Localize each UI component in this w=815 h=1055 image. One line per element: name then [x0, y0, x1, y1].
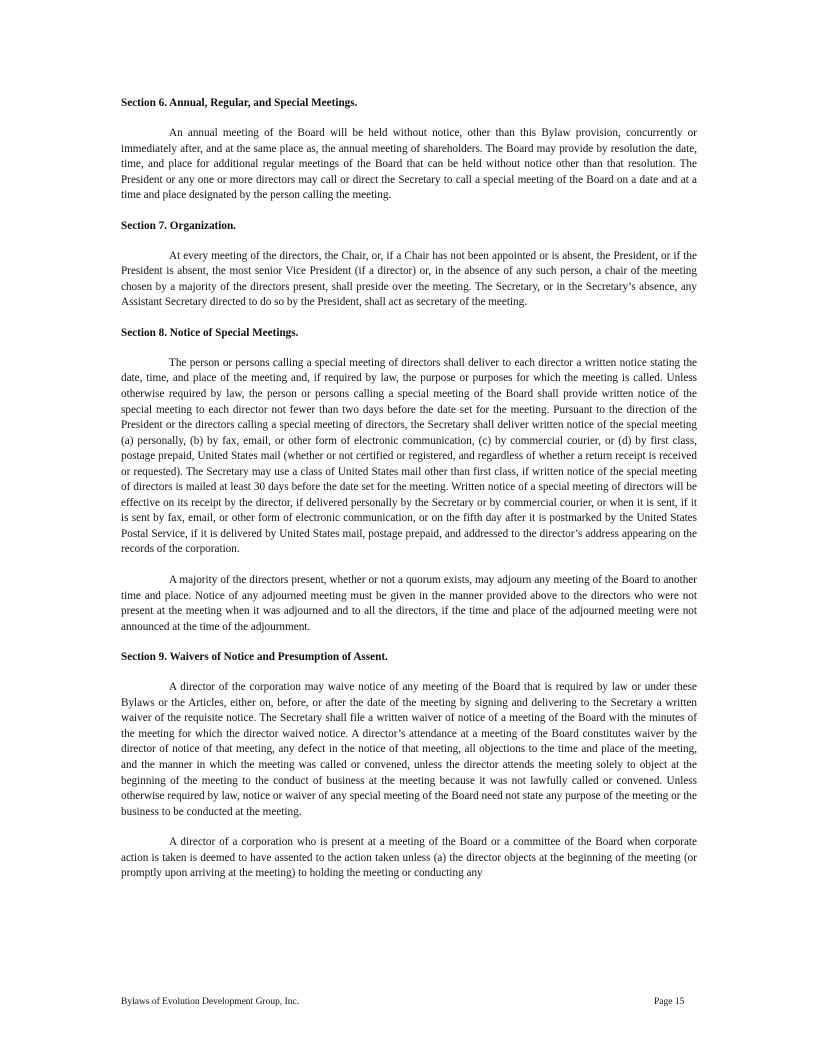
footer-page-number: Page 15	[654, 997, 685, 1007]
paragraph: A director of the corporation may waive notice of any meeting of the Board that is required by law or under these Bylaws or the Articles, either on, before, or after the date of the meeting by signing and delivering to the Secretary a written waiver of the requisite notice. The Secretary shall file a written waiver of notice of a meeting of the Board with the minutes of the meeting for which the director waived notice. A director’s attendance at a meeting of the Board constitutes waiver by the director of notice of that meeting, any defect in the notice of that meeting, all objections to the time and place of the meeting, and the manner in which the meeting was called or convened, unless the director attends the meeting solely to object at the beginning of the meeting to the conduct of business at the meeting because it was not lawfully called or convened. Unless otherwise required by law, notice or waiver of any special meeting of the Board need not state any purpose of the meeting or the business to be conducted at the meeting.	[121, 681, 697, 818]
section-6	[121, 96, 697, 204]
paragraph: A majority of the directors present, whether or not a quorum exists, may adjourn any meeting of the Board to another time and place. Notice of any adjourned meeting must be given in the manner provided above to the directors who were not present at the meeting when it was adjourned and to all the directors, if the time and place of the adjourned meeting were not announced at the time of the adjournment.	[121, 574, 697, 633]
section-8	[121, 326, 697, 635]
paragraph: An annual meeting of the Board will be held without notice, other than this Bylaw provision, concurrently or immediately after, and at the same place as, the annual meeting of shareholders. The Board may provide by resolution the date, time, and place for additional regular meetings of the Board that can be held without notice other than that resolution. The President or any one or more directors may call or direct the Secretary to call a special meeting of the Board on a date and at a time and place designated by the person calling the meeting.	[121, 127, 697, 202]
section-9	[121, 650, 697, 882]
paragraph: At every meeting of the directors, the Chair, or, if a Chair has not been appointed or is absent, the President, or if the President is absent, the most senior Vice President (if a director) or, in the absence of any such person, a chair of the meeting chosen by a majority of the directors present, shall preside over the meeting. The Secretary, or in the Secretary’s absence, any Assistant Secretary directed to do so by the President, shall act as secretary of the meeting.	[121, 249, 697, 309]
paragraph: A director of a corporation who is present at a meeting of the Board or a committee of the Board when corporate action is taken is deemed to have assented to the action taken unless (a) the director objects at the beginning of the meeting (or promptly upon arriving at the meeting) to holding the meeting or conducting any	[121, 836, 697, 880]
section-heading: Section 6. Annual, Regular, and Special Meetings.	[121, 97, 358, 109]
footer-document-title: Bylaws of Evolution Development Group, Inc.	[121, 997, 300, 1007]
document-page	[121, 96, 697, 897]
section-heading: Section 9. Waivers of Notice and Presumption of Assent.	[121, 651, 388, 664]
section-7	[121, 219, 697, 311]
paragraph: The person or persons calling a special meeting of directors shall deliver to each director a written notice stating the date, time, and place of the meeting and, if required by law, the purpose or purposes for which the meeting is called. Unless otherwise required by law, the person or persons calling a special meeting of the Board shall provide written notice of the special meeting to each director not fewer than two days before the date set for the meeting. Pursuant to the direction of the President or the directors calling a special meeting of directors, the Secretary shall deliver written notice of the special meeting (a) personally, (b) by fax, email, or other form of electronic communication, (c) by commercial courier, or (d) by first class, postage prepaid, United States mail (whether or not certified or registered, and regardless of whether a return receipt is received or requested). The Secretary may use a class of United States mail other than first class, if written notice of the special meeting of directors is mailed at least 30 days before the date set for the meeting. Written notice of a special meeting of directors will be effective on its receipt by the director, if delivered personally by the Secretary or by commercial courier, or when it is sent, if it is sent by fax, email, or other form of electronic communication, or on the fifth day after it is postmarked by the United States Postal Service, if it is delivered by United States mail, postage prepaid, and addressed to the director’s address appearing on the records of the corporation.	[121, 356, 697, 556]
section-heading: Section 7. Organization.	[121, 219, 236, 232]
section-heading: Section 8. Notice of Special Meetings.	[121, 326, 299, 339]
